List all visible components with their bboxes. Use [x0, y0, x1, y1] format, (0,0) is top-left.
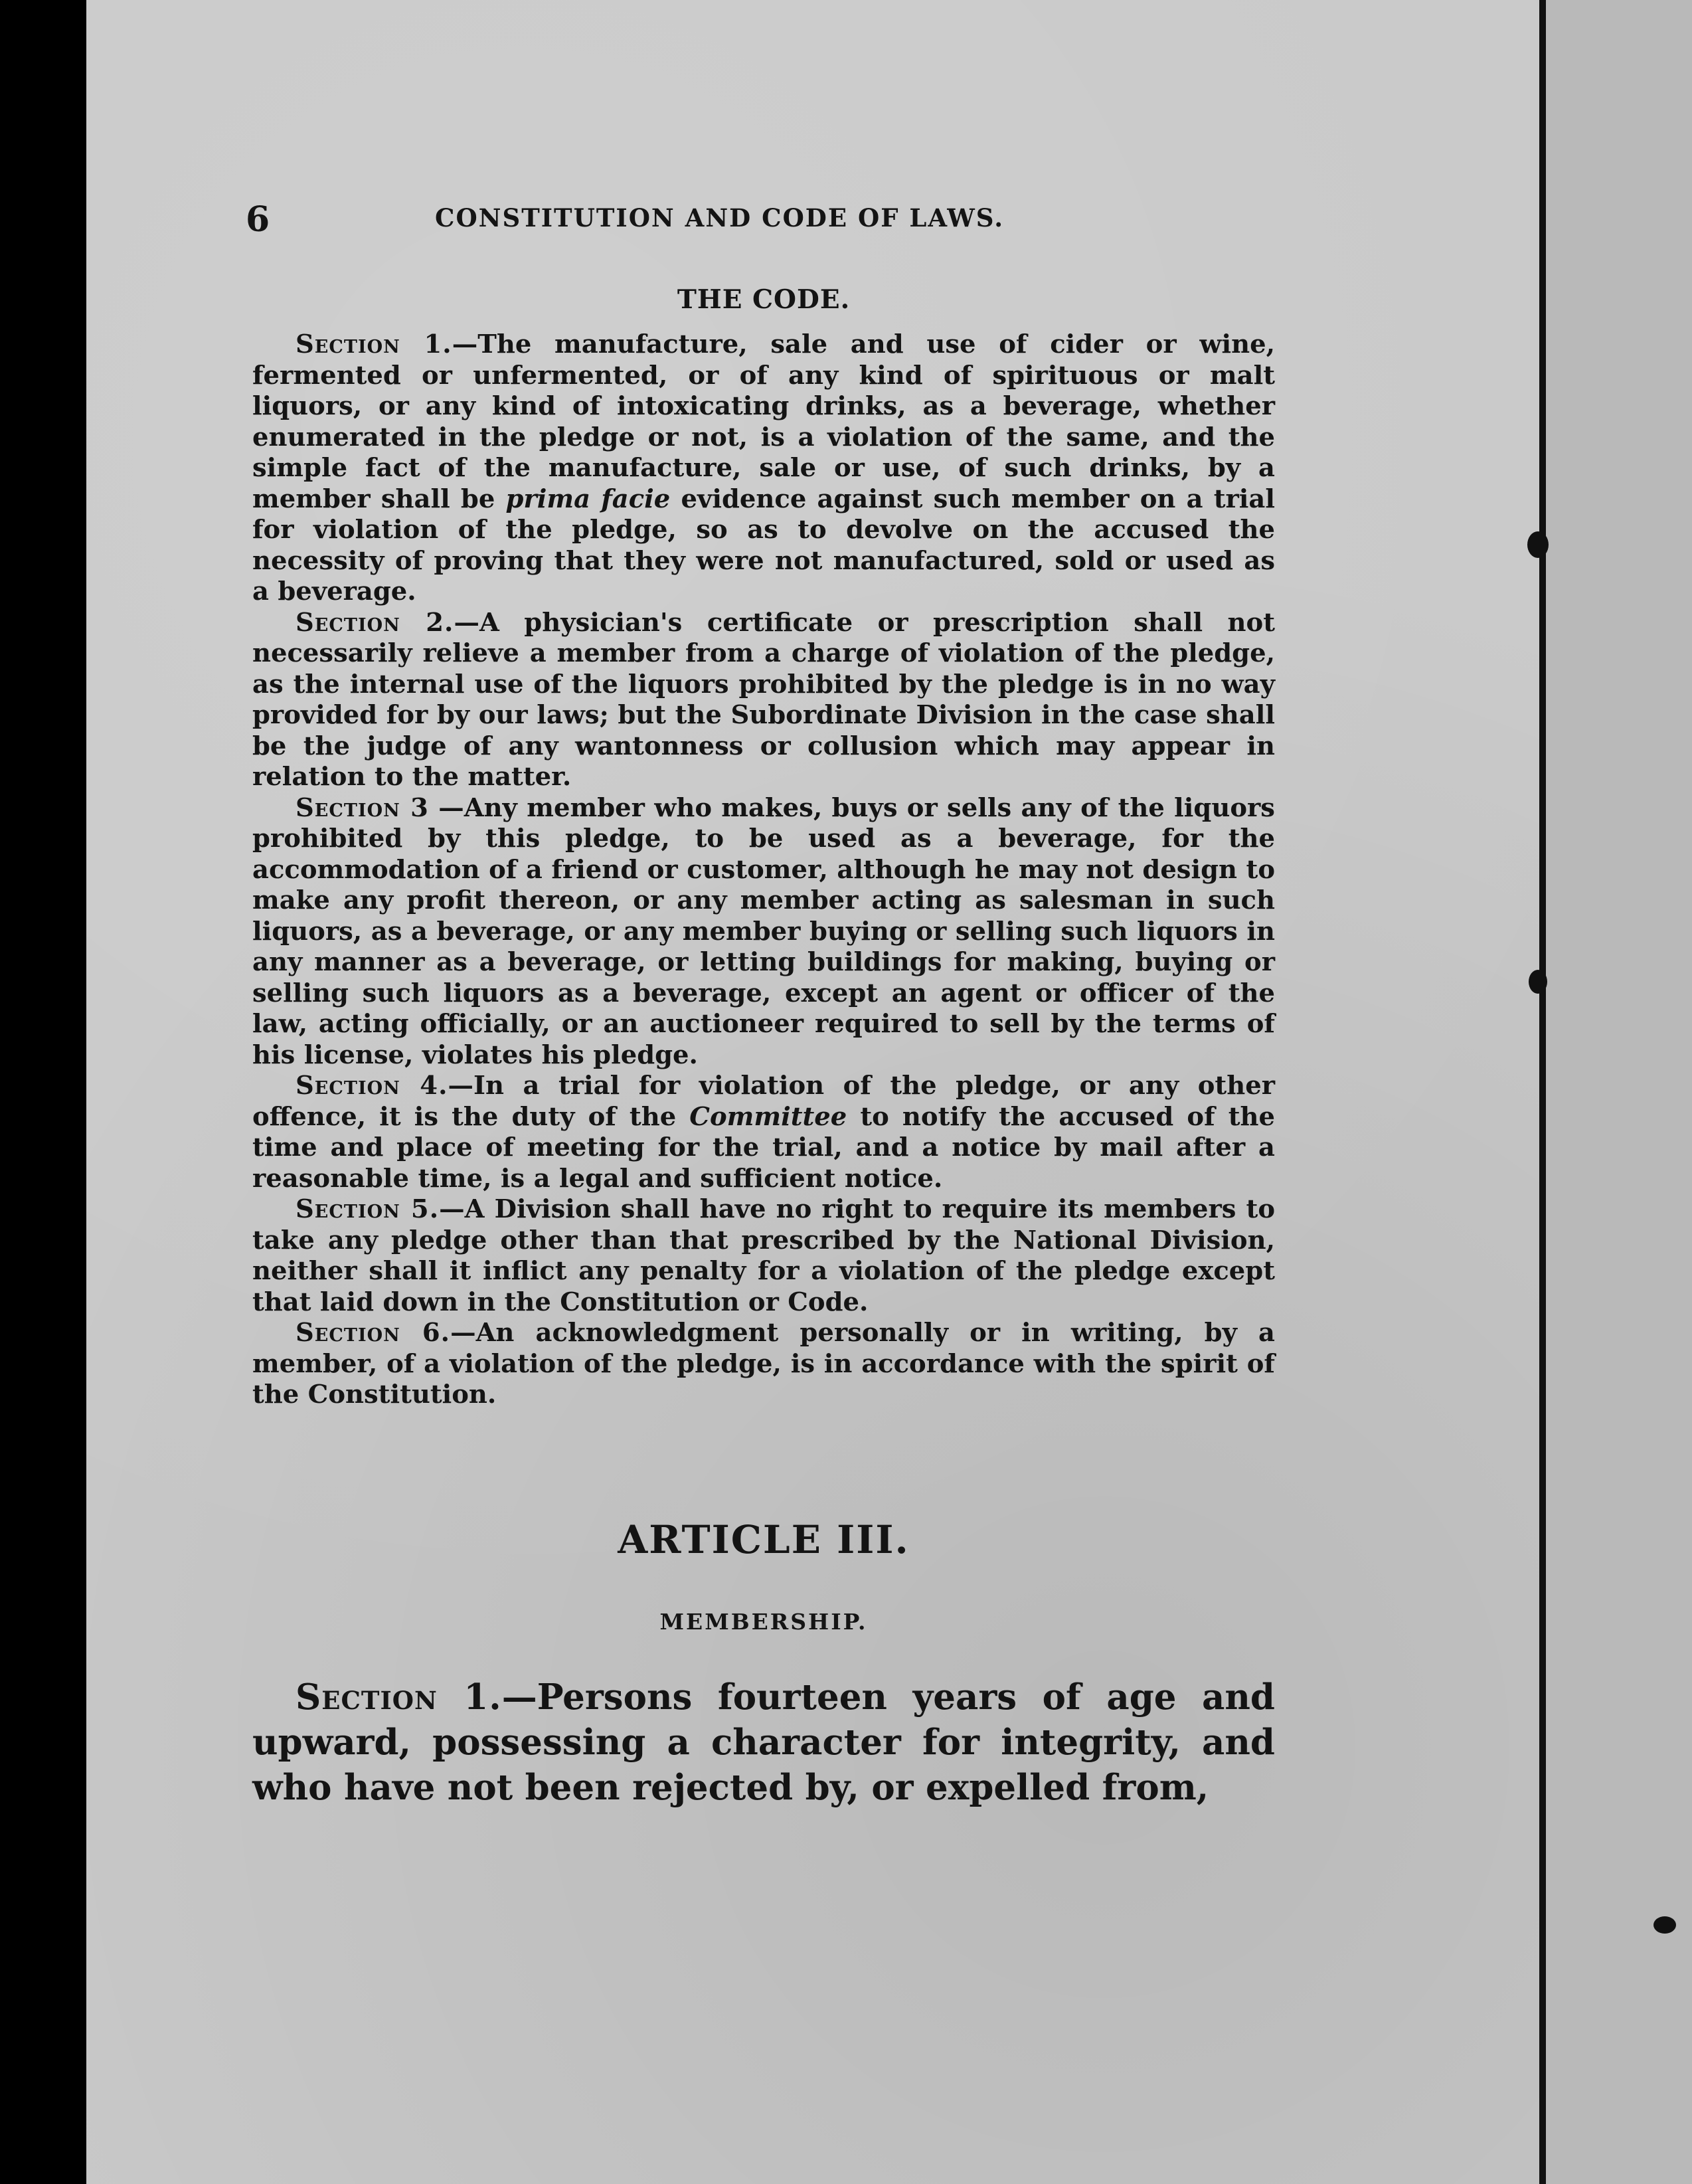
- section-text: —A physician's certificate or prescription shall not necessarily relieve a member from a charge of violation of the pledge, as the internal use of the liquors prohibited by the pledge is in no way provided for by our laws; but the Subordinate Division in the case shall be the judge of any wantonness or collusion which may appear in relation to the matter.: [252, 607, 1276, 792]
- page-number: 6: [246, 199, 272, 240]
- italic-term: prima facie: [505, 484, 671, 514]
- ink-speck: [1529, 970, 1547, 994]
- membership-section-1: [252, 1675, 1275, 1810]
- page-content: [246, 199, 1276, 1810]
- section-label: Section 1.: [296, 329, 452, 359]
- section-label: Section 2.: [296, 607, 454, 638]
- page-fold-line: [1539, 0, 1546, 2184]
- italic-term: Committee: [689, 1101, 847, 1132]
- code-section-5: [252, 1194, 1275, 1318]
- running-head: [246, 199, 1275, 252]
- code-section-6: [252, 1318, 1275, 1411]
- section-label: Section 3: [296, 792, 429, 823]
- section-text: —Persons fourteen years of age and upward, possessing a character for integrity, and who have not been rejected by, or expelled from,: [252, 1676, 1275, 1808]
- article-subheading: MEMBERSHIP.: [659, 1608, 868, 1635]
- section-text: —Any member who makes, buys or sells any of the liquors prohibited by this pledge, to be used as a beverage, for the accommodation of a friend or customer, although he may not design to make any profit thereon, or any member acting as salesman in such liquors, as a beverage, or any member buying or selling such liquors in any manner as a beverage, or letting buildings for making, buying or selling such liquors as a beverage, except an agent or officer of the law, acting officially, or an auctioneer required to sell by the terms of his license, violates his pledge.: [252, 792, 1275, 1070]
- ink-speck: [1527, 531, 1549, 558]
- code-section-2: [252, 608, 1275, 793]
- article-heading: ARTICLE III.: [618, 1516, 910, 1562]
- code-section-3: [252, 793, 1275, 1071]
- ink-speck: [1653, 1916, 1676, 1934]
- section-text: —In a trial for violation of the pledge, or any other offence, it is the duty of the: [252, 1071, 1275, 1132]
- code-heading: THE CODE.: [677, 284, 851, 315]
- section-text: —An acknowledgment personally or in writing, by a member, of a violation of the pledge, is in accordance with the spirit of the Constitution.: [252, 1318, 1275, 1410]
- section-text: —The manufacture, sale and use of cider or wine, fermented or unfermented, or of any kind of spirituous or malt liquors, or any kind of intoxicating drinks, as a beverage, whether enumerated in the pledge or not, is a violation of the same, and the simple fact of the manufacture, sale or use, of such drinks, by a member shall be: [252, 329, 1276, 514]
- code-section-4: [252, 1071, 1275, 1194]
- section-text: —A Division shall have no right to require its members to take any pledge other than that prescribed by the National Division, neither shall it inflict any penalty for a violation of the pledge except that laid down in the Constitution or Code.: [252, 1194, 1276, 1317]
- section-label: Section 6.: [296, 1318, 451, 1348]
- section-label: Section 1.: [296, 1676, 502, 1718]
- section-label: Section 5.: [296, 1194, 440, 1224]
- section-label: Section 4.: [296, 1071, 448, 1101]
- section-text-continued: to notify the accused of the time and place of meeting for the trial, and a notice by mail after a reasonable time, is a legal and sufficient notice.: [252, 1101, 1275, 1194]
- adjacent-page-edge: [1541, 0, 1692, 2184]
- section-text-continued: evidence against such member on a trial for violation of the pledge, so as to devolve on the accused the necessity of proving that they were not manufactured, sold or used as a beverage.: [252, 484, 1275, 606]
- running-title: CONSTITUTION AND CODE OF LAWS.: [435, 203, 1005, 232]
- code-section-1: [252, 329, 1275, 608]
